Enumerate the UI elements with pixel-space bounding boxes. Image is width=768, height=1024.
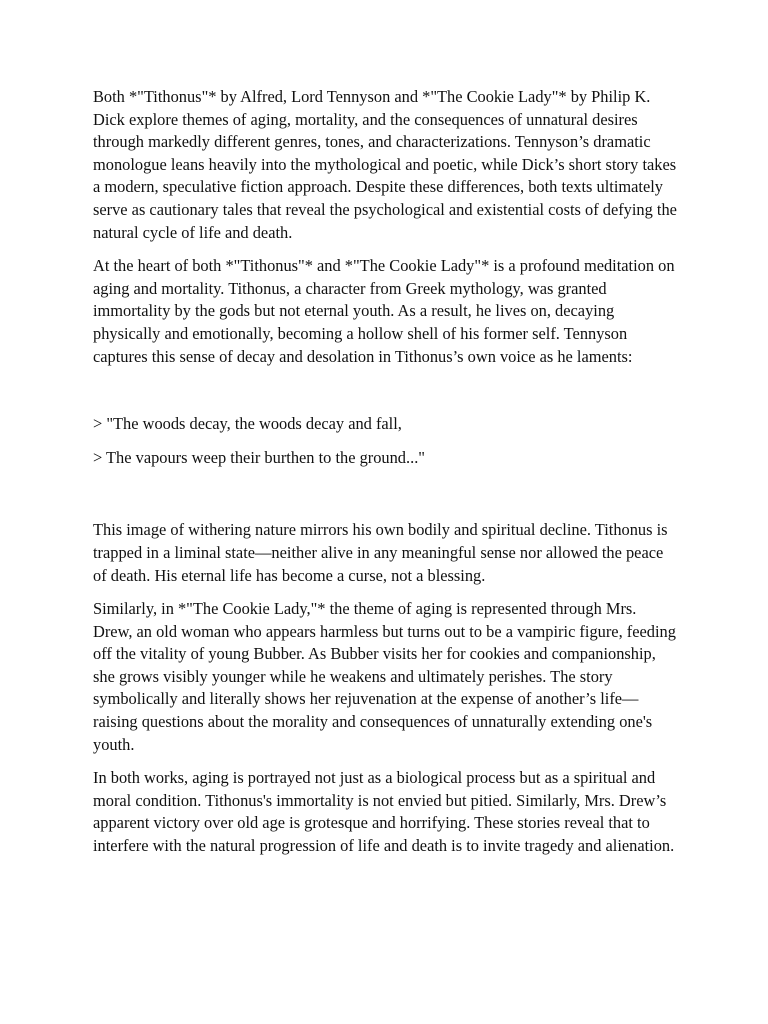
quote-line-2: > The vapours weep their burthen to the ground...": [93, 448, 425, 468]
paragraph-conclusion: In both works, aging is portrayed not just as a biological process but as a spiritual and moral condition. Tithonus's immortality is not envied but pitied. Similarly, Mrs. Drew’s apparent victory over old age is grotesque and horrifying. These stories reveal that to interfere with the natural progression of life and death is to invite tragedy and alienation.: [93, 768, 675, 856]
document-page: [93, 86, 679, 869]
spacer: [93, 379, 679, 413]
quote-line-1: > "The woods decay, the woods decay and fall,: [93, 414, 402, 434]
paragraph-withering-nature: This image of withering nature mirrors his own bodily and spiritual decline. Tithonus is trapped in a liminal state—neither alive in any meaningful sense nor allowed the peace of death. His eternal life has become a curse, not a blessing.: [93, 520, 668, 585]
spacer: [93, 481, 679, 519]
paragraph-cookie-lady: Similarly, in *"The Cookie Lady,"* the theme of aging is represented through Mrs. Drew, an old woman who appears harmless but turns out to be a vampiric figure, feeding off the vitality of young Bubber. As Bubber visits her for cookies and companionship, she grows visibly younger while he weakens and ultimately perishes. The story symbolically and literally shows her rejuvenation at the expense of another’s life—raising questions about the morality and consequences of unnaturally extending one's youth.: [93, 599, 676, 754]
paragraph-introduction: Both *"Tithonus"* by Alfred, Lord Tennyson and *"The Cookie Lady"* by Philip K. Dick explore themes of aging, mortality, and the consequences of unnatural desires through markedly different genres, tones, and characterizations. Tennyson’s dramatic monologue leans heavily into the mythological and poetic, while Dick’s short story takes a modern, speculative fiction approach. Despite these differences, both texts ultimately serve as cautionary tales that reveal the psychological and existential costs of defying the natural cycle of life and death.: [93, 87, 677, 242]
paragraph-aging-mortality: At the heart of both *"Tithonus"* and *"The Cookie Lady"* is a profound meditation on aging and mortality. Tithonus, a character from Greek mythology, was granted immortality by the gods but not eternal youth. As a result, he lives on, decaying physically and emotionally, becoming a hollow shell of his former self. Tennyson captures this sense of decay and desolation in Tithonus’s own voice as he laments:: [93, 256, 675, 366]
